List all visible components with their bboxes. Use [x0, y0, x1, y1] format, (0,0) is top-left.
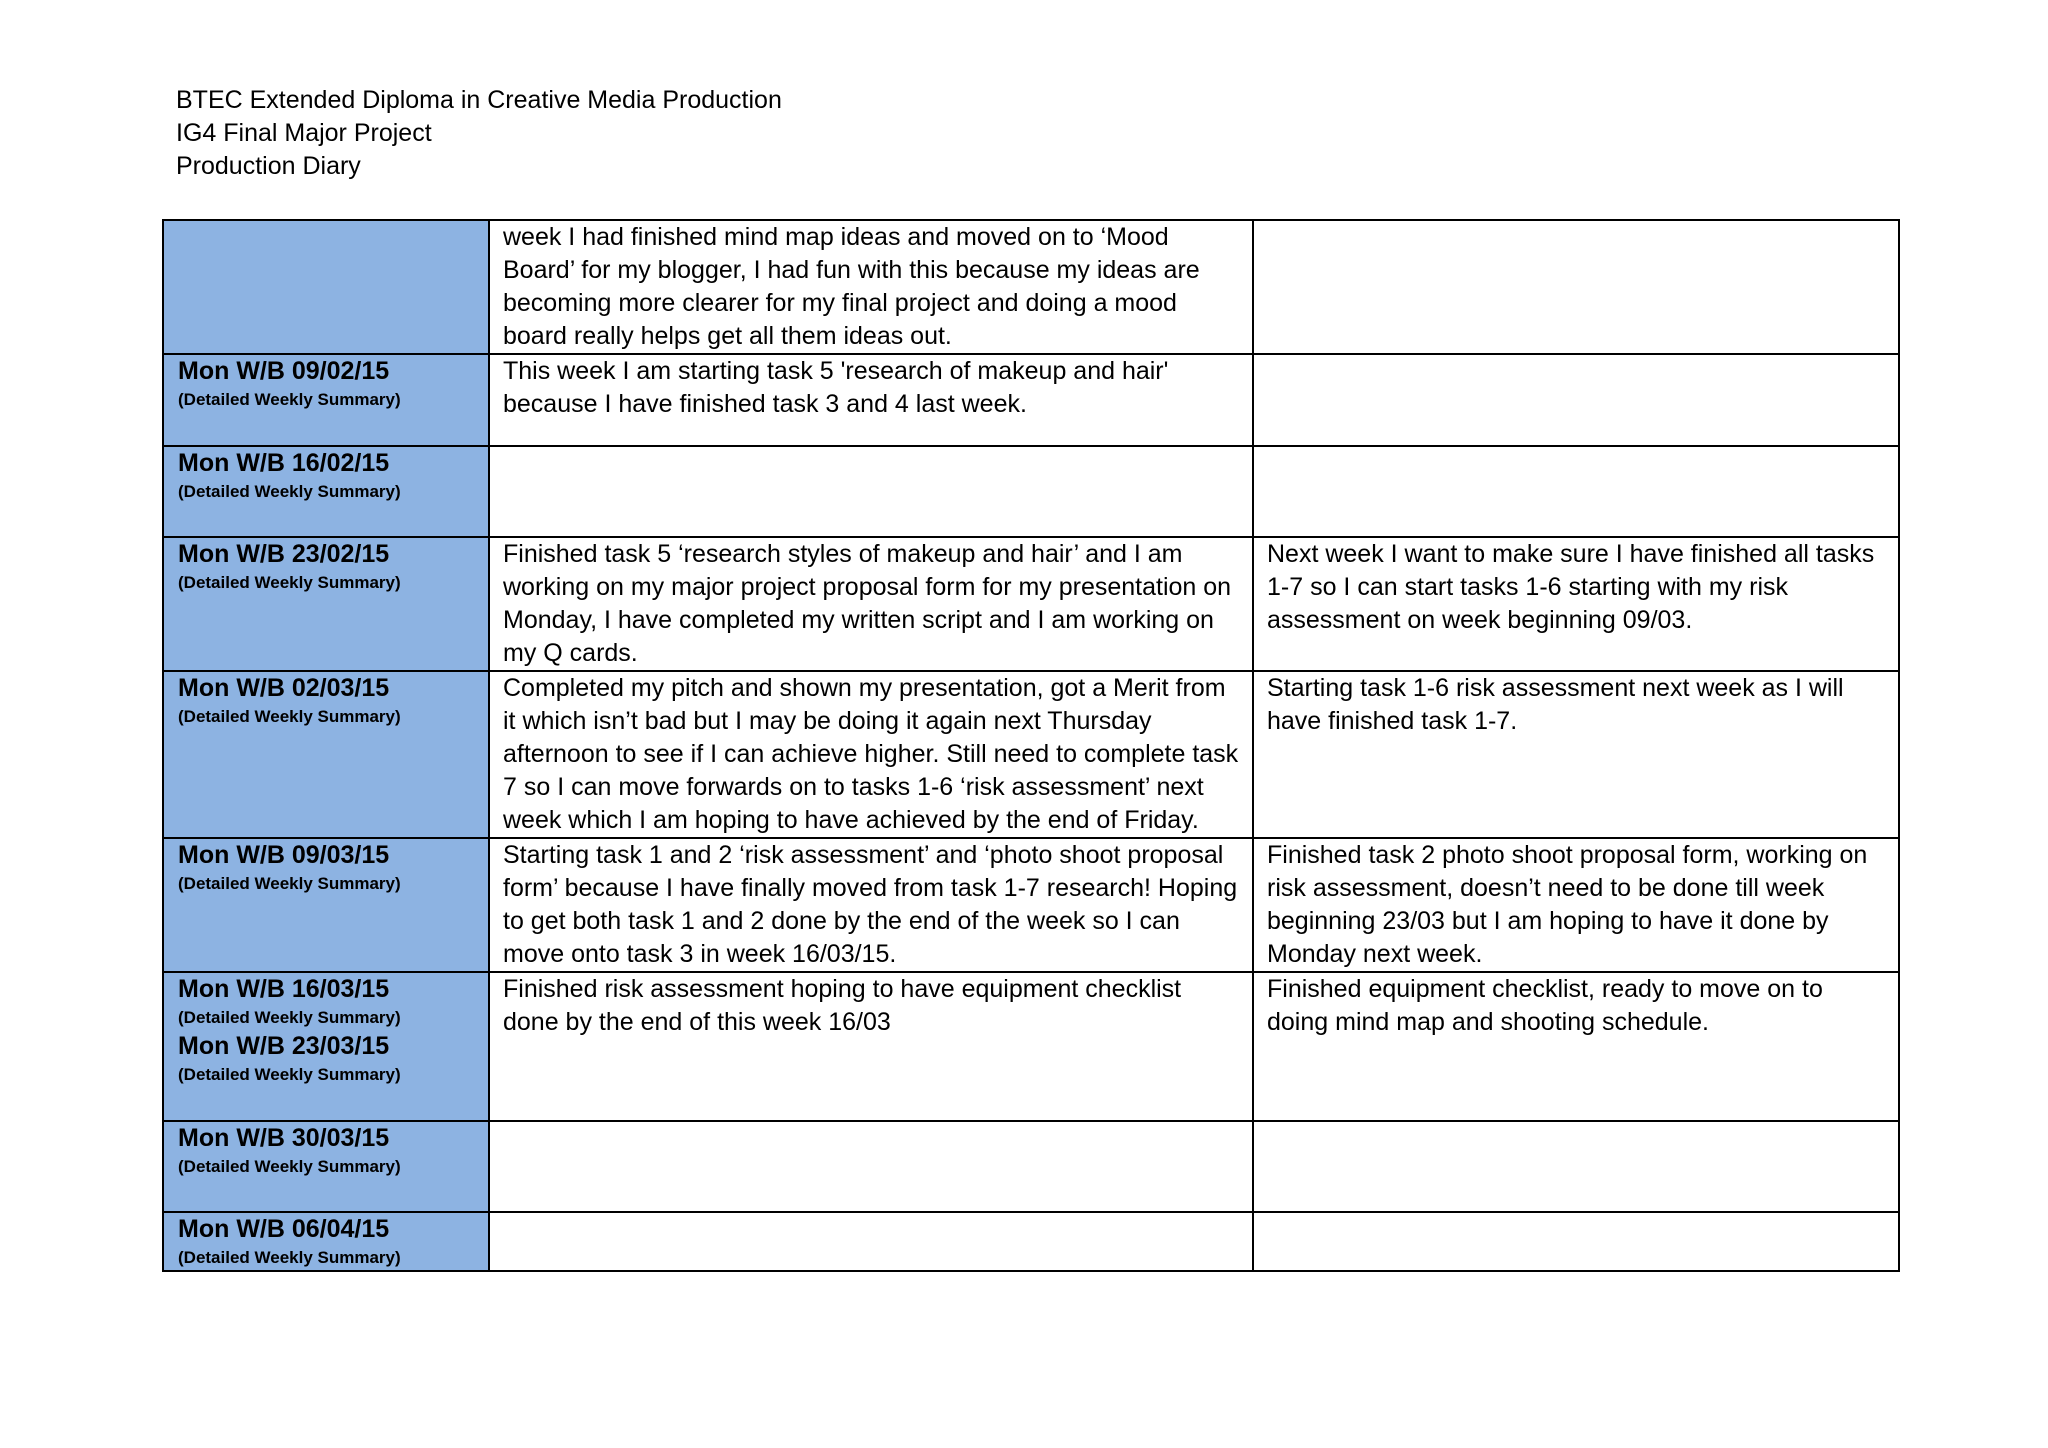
week-label: Mon W/B 16/03/15	[178, 975, 390, 1003]
progress-cell: week I had finished mind map ideas and moved on to ‘Mood Board’ for my blogger, I had fun with this because my ideas are becoming more clearer for my final project and doing a mood board really helps get all them ideas out.	[489, 220, 1253, 354]
week-label: Mon W/B 16/02/15	[178, 449, 390, 477]
production-diary-table	[162, 219, 1900, 1272]
week-cell	[163, 1212, 489, 1271]
week-cell	[163, 537, 489, 671]
next-steps-cell	[1253, 446, 1899, 537]
week-sublabel: (Detailed Weekly Summary)	[178, 1248, 401, 1267]
diary-title: Production Diary	[176, 152, 361, 180]
project-title: IG4 Final Major Project	[176, 119, 432, 147]
week-sublabel: (Detailed Weekly Summary)	[178, 390, 401, 409]
progress-cell	[489, 446, 1253, 537]
progress-cell: Starting task 1 and 2 ‘risk assessment’ and ‘photo shoot proposal form’ because I have finally moved from task 1-7 research! Hoping to get both task 1 and 2 done by the end of the week so I can move onto task 3 in week 16/03/15.	[489, 838, 1253, 972]
progress-cell: This week I am starting task 5 'research of makeup and hair' because I have finished task 3 and 4 last week.	[489, 354, 1253, 446]
table-row	[163, 671, 1899, 838]
week-sublabel: (Detailed Weekly Summary)	[178, 573, 401, 592]
week-label: Mon W/B 02/03/15	[178, 674, 390, 702]
week-sublabel: (Detailed Weekly Summary)	[178, 1157, 401, 1176]
week-label: Mon W/B 09/03/15	[178, 841, 390, 869]
week-cell	[163, 972, 489, 1121]
week-cell	[163, 354, 489, 446]
next-steps-cell	[1253, 1212, 1899, 1271]
week-cell	[163, 838, 489, 972]
next-steps-cell	[1253, 1121, 1899, 1212]
table-row	[163, 446, 1899, 537]
table-row	[163, 537, 1899, 671]
table-row	[163, 972, 1899, 1121]
next-steps-cell: Finished equipment checklist, ready to move on to doing mind map and shooting schedule.	[1253, 972, 1899, 1121]
progress-cell	[489, 1212, 1253, 1271]
week-cell	[163, 446, 489, 537]
week-label: Mon W/B 06/04/15	[178, 1215, 390, 1243]
next-steps-cell: Next week I want to make sure I have finished all tasks 1-7 so I can start tasks 1-6 starting with my risk assessment on week beginning 09/03.	[1253, 537, 1899, 671]
document-header	[176, 84, 782, 183]
week-sublabel: (Detailed Weekly Summary)	[178, 1008, 401, 1027]
week-sublabel: (Detailed Weekly Summary)	[178, 874, 401, 893]
week-sublabel: (Detailed Weekly Summary)	[178, 1065, 401, 1084]
course-title: BTEC Extended Diploma in Creative Media Production	[176, 86, 782, 114]
table-row	[163, 1121, 1899, 1212]
progress-cell: Finished risk assessment hoping to have equipment checklist done by the end of this week 16/03	[489, 972, 1253, 1121]
week-label: Mon W/B 09/02/15	[178, 357, 390, 385]
progress-cell	[489, 1121, 1253, 1212]
week-label: Mon W/B 23/02/15	[178, 540, 390, 568]
week-cell	[163, 1121, 489, 1212]
next-steps-cell: Finished task 2 photo shoot proposal form, working on risk assessment, doesn’t need to be done till week beginning 23/03 but I am hoping to have it done by Monday next week.	[1253, 838, 1899, 972]
table-row	[163, 838, 1899, 972]
progress-cell: Finished task 5 ‘research styles of makeup and hair’ and I am working on my major project proposal form for my presentation on Monday, I have completed my written script and I am working on my Q cards.	[489, 537, 1253, 671]
next-steps-cell: Starting task 1-6 risk assessment next week as I will have finished task 1-7.	[1253, 671, 1899, 838]
week-cell	[163, 220, 489, 354]
week-cell	[163, 671, 489, 838]
week-label: Mon W/B 30/03/15	[178, 1124, 390, 1152]
next-steps-cell	[1253, 220, 1899, 354]
progress-cell: Completed my pitch and shown my presentation, got a Merit from it which isn’t bad but I may be doing it again next Thursday afternoon to see if I can achieve higher. Still need to complete task 7 so I can move forwards on to tasks 1-6 ‘risk assessment’ next week which I am hoping to have achieved by the end of Friday.	[489, 671, 1253, 838]
table-row	[163, 220, 1899, 354]
week-sublabel: (Detailed Weekly Summary)	[178, 482, 401, 501]
week-label: Mon W/B 23/03/15	[178, 1032, 390, 1060]
next-steps-cell	[1253, 354, 1899, 446]
table-row	[163, 354, 1899, 446]
week-sublabel: (Detailed Weekly Summary)	[178, 707, 401, 726]
table-row	[163, 1212, 1899, 1271]
